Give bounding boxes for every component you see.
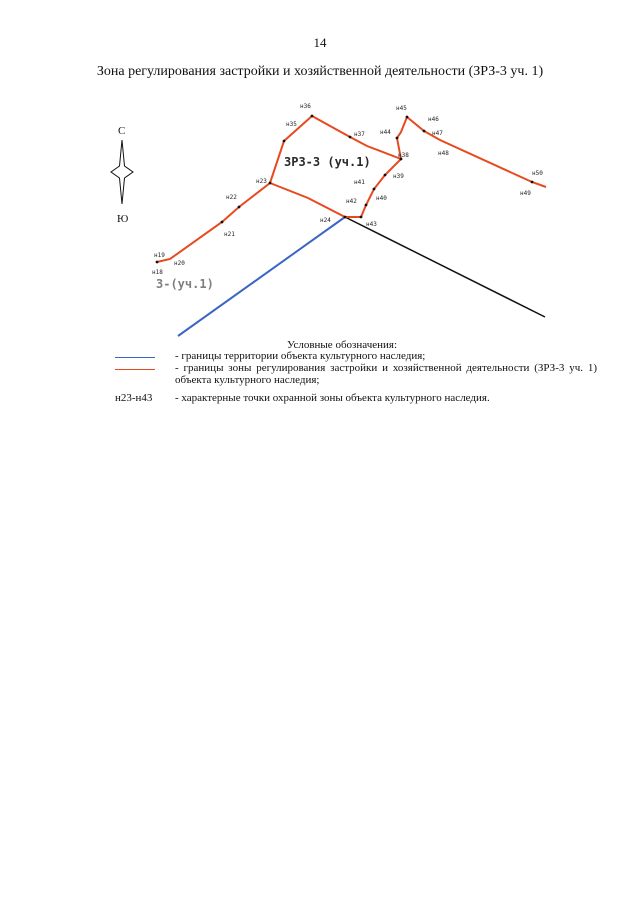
point-label: н38 (398, 152, 409, 159)
point-label: н35 (286, 121, 297, 128)
point-label: н23 (256, 178, 267, 185)
boundary-vertices (156, 115, 534, 264)
legend-item-heritage-boundary (115, 350, 597, 362)
legend-symbol: н23-н43 (115, 392, 153, 404)
legend-item-zone-boundary (115, 362, 597, 386)
point-label: н37 (354, 131, 365, 138)
legend-item-points (115, 392, 597, 404)
point-label: н18 (152, 269, 163, 276)
point-label: н42 (346, 198, 357, 205)
point-label: н45 (396, 105, 407, 112)
point-label: н50 (532, 170, 543, 177)
point-label: н44 (380, 129, 391, 136)
point-label: н40 (376, 195, 387, 202)
point-label: н20 (174, 260, 185, 267)
blue-line-symbol (115, 357, 155, 358)
legend-text: - границы зоны регулирования застройки и хозяйственной деятельности (ЗРЗ-3 уч. 1) объекта культурного наследия; (175, 362, 597, 386)
compass-south-label: Ю (117, 213, 129, 225)
red-line-symbol (115, 369, 155, 370)
legend-text: - характерные точки охранной зоны объекта культурного наследия. (175, 392, 490, 404)
point-label: н36 (300, 103, 311, 110)
point-label: н43 (366, 221, 377, 228)
point-label: н21 (224, 231, 235, 238)
zone-map (100, 95, 560, 345)
compass-north-label: С (118, 125, 126, 137)
point-label: н47 (432, 130, 443, 137)
page-number: 14 (313, 35, 327, 50)
other-boundary-line (345, 217, 545, 317)
point-label: н41 (354, 179, 365, 186)
point-label: н19 (154, 252, 165, 259)
page-title: Зона регулирования застройки и хозяйственной деятельности (ЗРЗ-3 уч. 1) (96, 64, 544, 79)
point-label: н46 (428, 116, 439, 123)
point-label: н49 (520, 190, 531, 197)
compass (111, 125, 133, 225)
point-label: н24 (320, 217, 331, 224)
legend-text: - границы территории объекта культурного наследия; (175, 350, 426, 362)
point-label: н48 (438, 150, 449, 157)
zone-label: ЗРЗ-3 (уч.1) (284, 155, 371, 169)
point-label: н39 (393, 173, 404, 180)
zone-label-partial: 3-(уч.1) (156, 277, 214, 291)
north-south-compass-icon (111, 140, 133, 204)
point-label: н22 (226, 194, 237, 201)
legend-title: Условные обозначения: (287, 339, 398, 351)
